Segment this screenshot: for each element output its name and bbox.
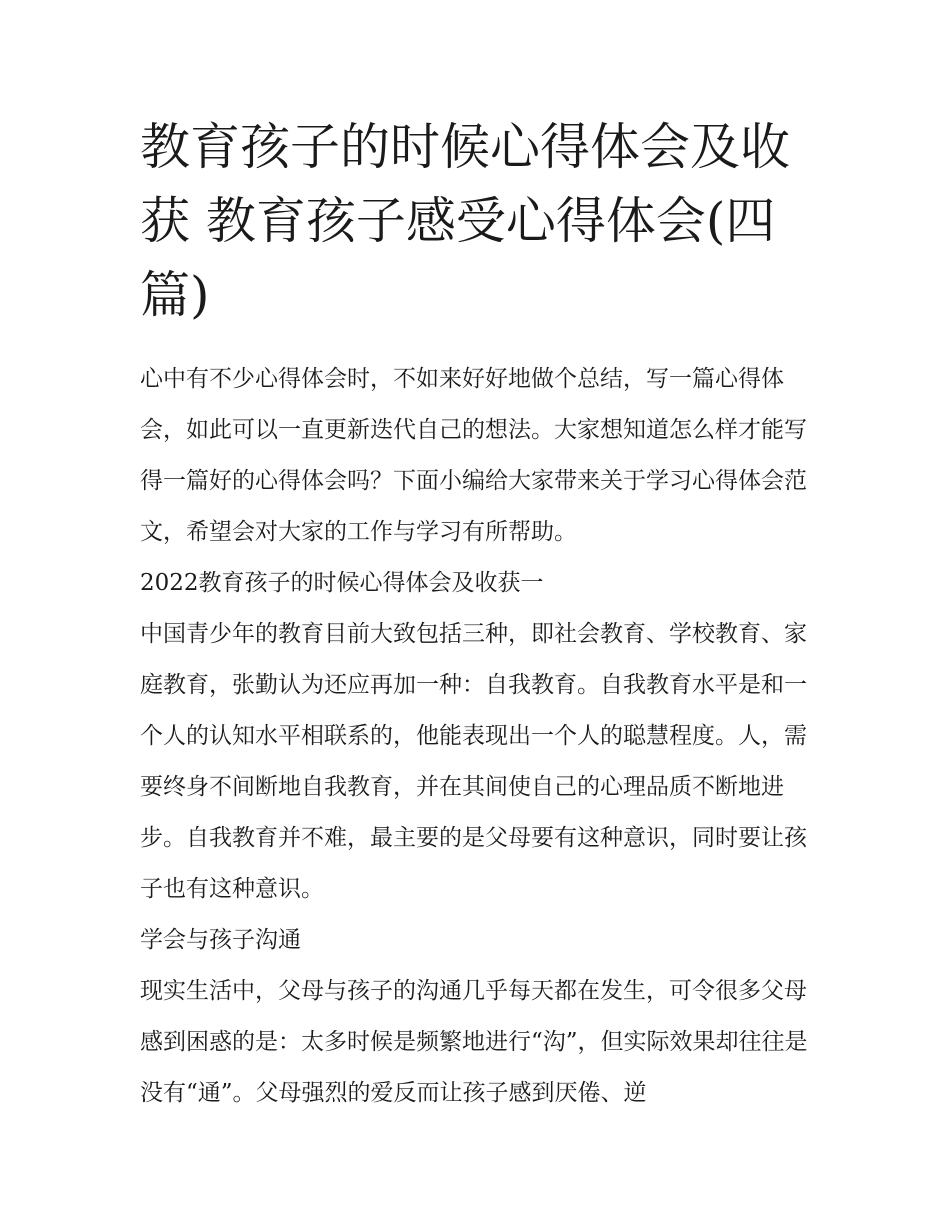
intro-paragraph: 心中有不少心得体会时，不如来好好地做个总结，写一篇心得体会，如此可以一直更新迭代自己的想法。大家想知道怎么样才能写得一篇好的心得体会吗？下面小编给大家带来关于学习心得体会范文，希望会对大家的工作与学习有所帮助。 xyxy=(140,366,807,545)
paragraph-communication: 现实生活中，父母与孩子的沟通几乎每天都在发生，可令很多父母感到困惑的是：太多时候是频繁地进行“沟”，但实际效果却往往是没有“通”。父母强烈的爱反而让孩子感到厌倦、逆 xyxy=(140,978,808,1106)
paragraph-self-education: 中国青少年的教育目前大致包括三种，即社会教育、学校教育、家庭教育，张勤认为还应再加一种：自我教育。自我教育水平是和一个人的认知水平相联系的，他能表现出一个人的聪慧程度。人，需要终身不间断地自我教育，并在其间使自己的心理品质不断地进步。自我教育并不难，最主要的是父母要有这种意识，同时要让孩子也有这种意识。 xyxy=(140,621,807,902)
document-title: 教育孩子的时候心得体会及收获 教育孩子感受心得体会(四篇) xyxy=(140,118,790,324)
section-heading: 2022教育孩子的时候心得体会及收获一 xyxy=(140,570,544,596)
subheading-communication: 学会与孩子沟通 xyxy=(140,927,301,953)
document-body xyxy=(140,354,820,1119)
document-page xyxy=(140,110,820,1119)
